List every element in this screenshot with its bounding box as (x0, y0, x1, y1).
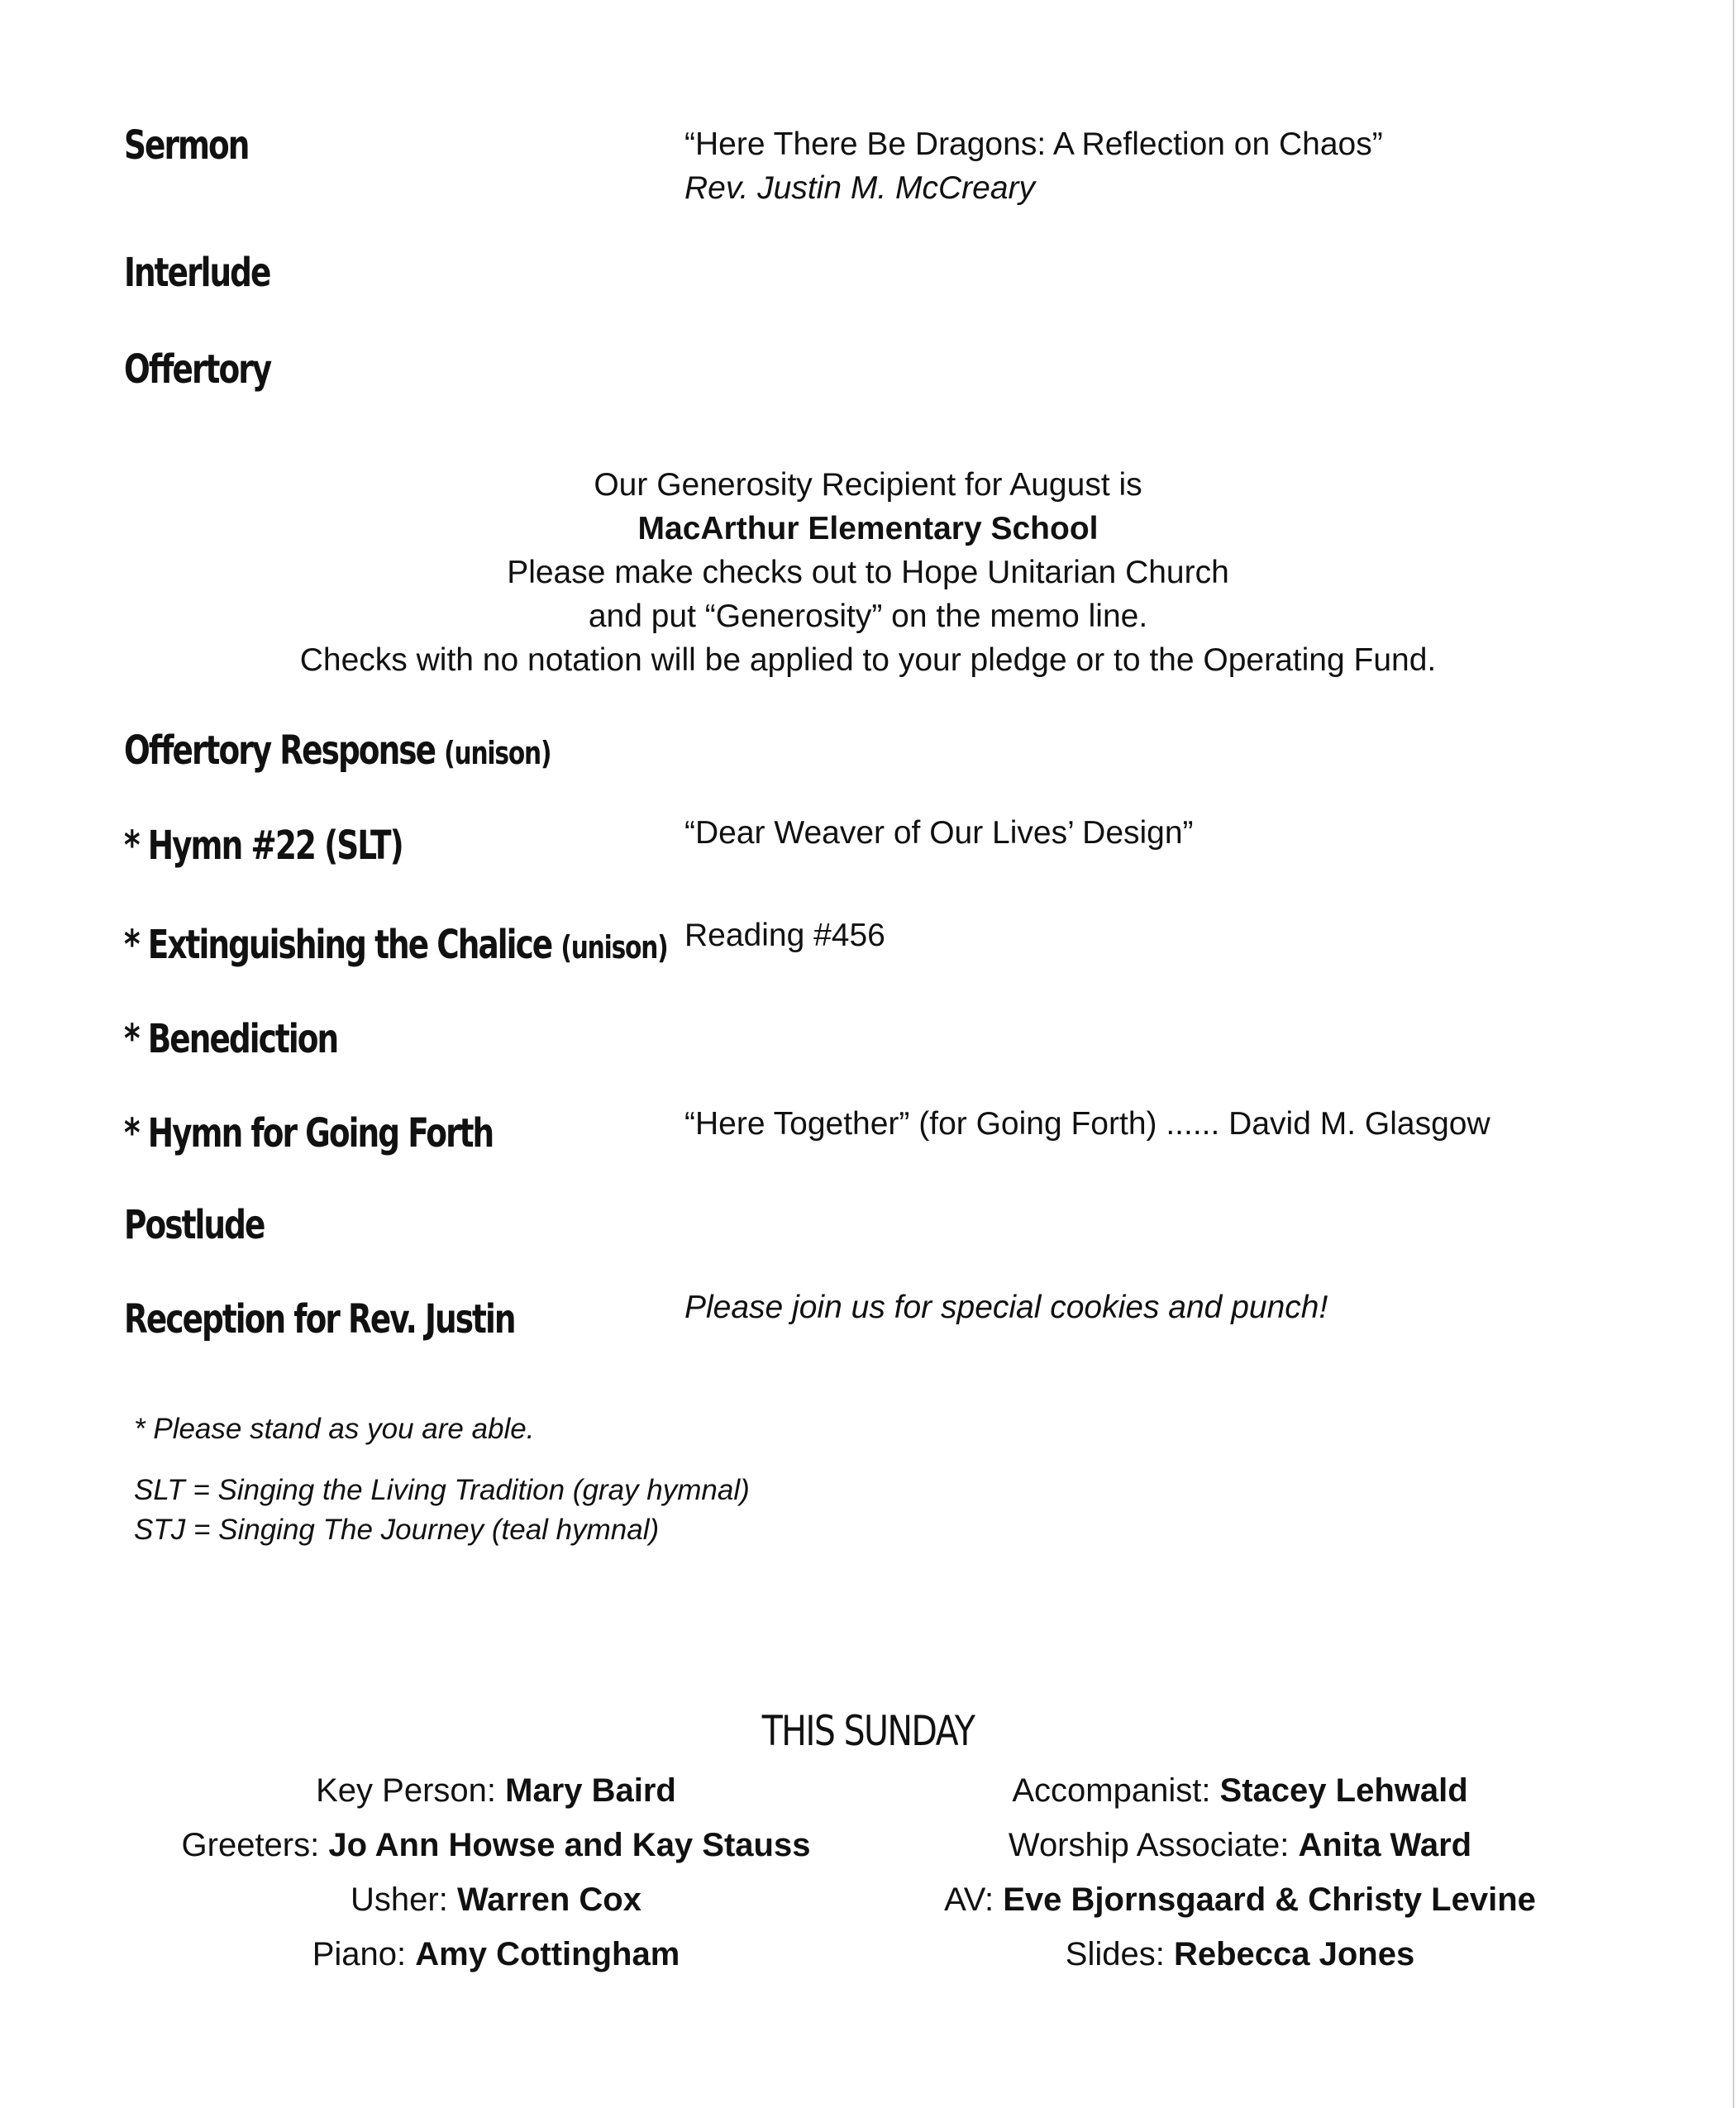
offertory-response-label (124, 727, 551, 774)
generosity-line-5: Checks with no notation will be applied to your pledge or to the Operating Fund. (299, 642, 1437, 678)
sermon-detail (684, 122, 1383, 210)
stand-note: * Please stand as you are able. (134, 1413, 535, 1445)
going-forth-label: * Hymn for Going Forth (124, 1110, 494, 1157)
volunteer-av: AV: Eve Bjornsgaard & Christy Levine (944, 1881, 1536, 1918)
sermon-speaker: Rev. Justin M. McCreary (684, 170, 1036, 206)
this-sunday-left-column (83, 1763, 909, 1982)
offertory-response-note: (unison) (444, 735, 551, 771)
this-sunday-title: THIS SUNDAY (761, 1707, 975, 1755)
volunteer-piano: Piano: Amy Cottingham (312, 1936, 680, 1972)
generosity-line-3: Please make checks out to Hope Unitarian Church (507, 555, 1229, 590)
generosity-recipient: MacArthur Elementary School (637, 511, 1099, 546)
volunteer-key-person: Key Person: Mary Baird (316, 1772, 676, 1809)
interlude-label: Interlude (124, 250, 270, 296)
generosity-notice (0, 463, 1736, 682)
generosity-line-4: and put “Generosity” on the memo line. (588, 599, 1148, 634)
extinguishing-detail: Reading #456 (684, 918, 885, 953)
stj-note: STJ = Singing The Journey (teal hymnal) (134, 1514, 660, 1546)
sermon-title: “Here There Be Dragons: A Reflection on Chaos” (684, 126, 1383, 162)
this-sunday-right-column (827, 1763, 1653, 1982)
reception-detail: Please join us for special cookies and punch! (684, 1290, 1328, 1325)
volunteer-accompanist: Accompanist: Stacey Lehwald (1012, 1772, 1468, 1809)
volunteer-usher: Usher: Warren Cox (351, 1881, 641, 1918)
slt-note: SLT = Singing the Living Tradition (gray hymnal) (134, 1474, 750, 1506)
benediction-label: * Benediction (124, 1016, 338, 1062)
generosity-line-1: Our Generosity Recipient for August is (594, 467, 1142, 503)
postlude-label: Postlude (124, 1202, 265, 1248)
extinguishing-label (124, 922, 668, 968)
hymn-22-label: * Hymn #22 (SLT) (124, 823, 403, 869)
page-edge-line (1733, 0, 1734, 2108)
sermon-label: Sermon (124, 122, 249, 169)
extinguishing-text: * Extinguishing the Chalice (124, 922, 552, 968)
extinguishing-note: (unison) (560, 929, 668, 966)
reception-label: Reception for Rev. Justin (124, 1296, 515, 1343)
offertory-label: Offertory (124, 346, 271, 393)
offertory-response-text: Offertory Response (124, 727, 436, 774)
volunteer-worship-associate: Worship Associate: Anita Ward (1008, 1827, 1472, 1863)
hymn-22-title: “Dear Weaver of Our Lives’ Design” (684, 815, 1194, 851)
going-forth-detail: “Here Together” (for Going Forth) ...... David M. Glasgow (684, 1106, 1490, 1142)
volunteer-slides: Slides: Rebecca Jones (1065, 1936, 1415, 1972)
volunteer-greeters: Greeters: Jo Ann Howse and Kay Stauss (181, 1827, 811, 1863)
